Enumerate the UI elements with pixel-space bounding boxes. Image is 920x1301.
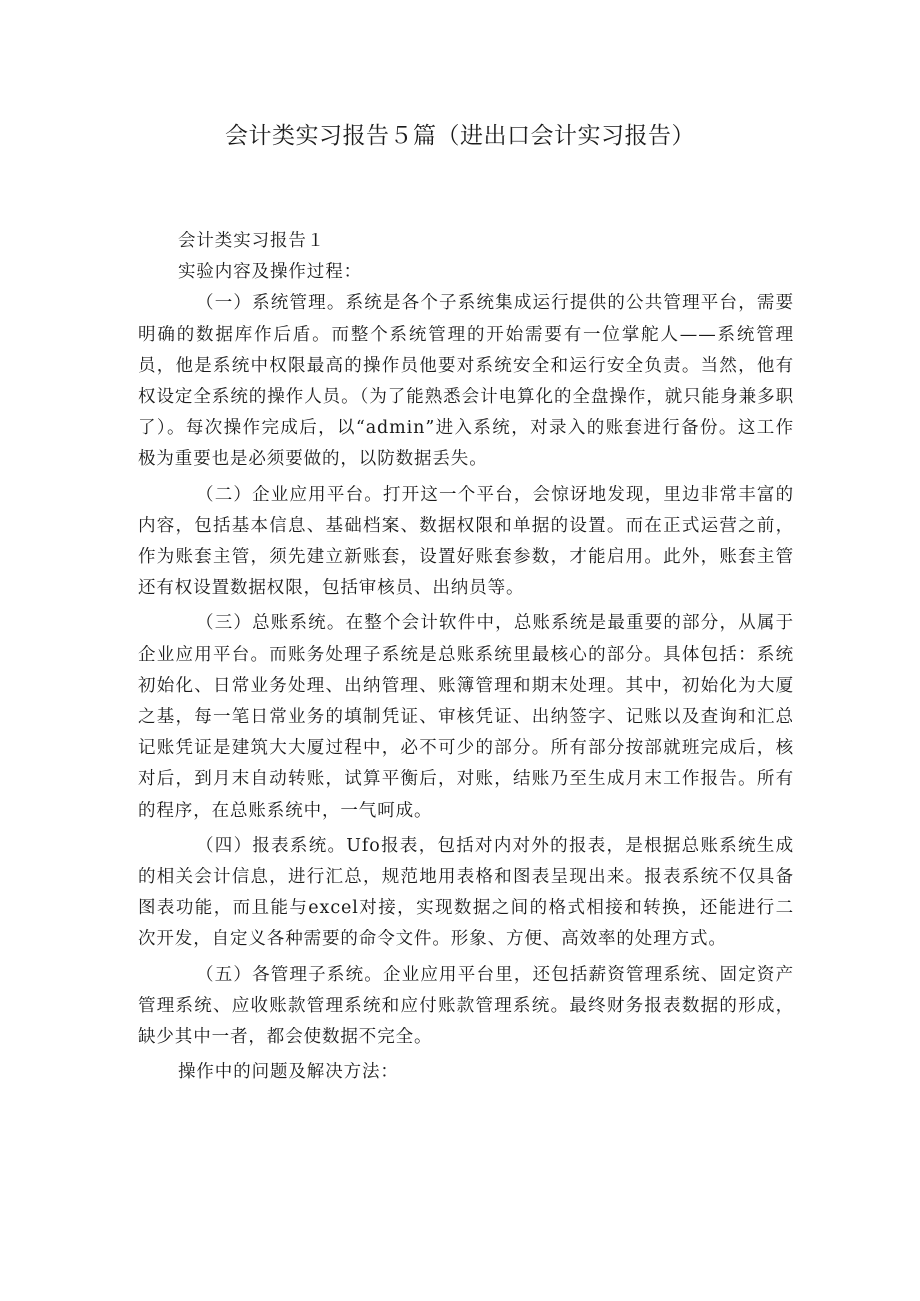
problems-heading: 操作中的问题及解决方法： <box>178 1062 399 1083</box>
paragraph-general-ledger: （三）总账系统。在整个会计软件中，总账系统是最重要的部分，从属于企业应用平台。而账务处理子系统是总账系统里最核心的部分。具体包括：系统初始化、日常业务处理、出纳管理、账簿管理和期末处理。其中，初始化为大厦之基，每一笔日常业务的填制凭证、审核凭证、出纳签字、记账以及查询和汇总记账凭证是建筑大大厦过程中，必不可少的部分。所有部分按部就班完成后，核对后，到月末自动转账，试算平衡后，对账，结账乃至生成月末工作报告。所有的程序，在总账系统中，一气呵成。 <box>138 613 794 821</box>
paragraph-management-subsystems: （五）各管理子系统。企业应用平台里，还包括薪资管理系统、固定资产管理系统、应收账款管理系统和应付账款管理系统。最终财务报表数据的形成，缺少其中一者，都会使数据不完全。 <box>138 964 794 1048</box>
paragraph-report-system: （四）报表系统。Ufo报表，包括对内对外的报表，是根据总账系统生成的相关会计信息，进行汇总，规范地用表格和图表呈现出来。报表系统不仅具备图表功能，而且能与excel对接，实现数据之间的格式相接和转换，还能进行二次开发，自定义各种需要的命令文件。形象、方便、高效率的处理方式。 <box>138 835 794 950</box>
document-body <box>138 226 794 1088</box>
paragraph-system-management: （一）系统管理。系统是各个子系统集成运行提供的公共管理平台，需要明确的数据库作后盾。而整个系统管理的开始需要有一位掌舵人——系统管理员，他是系统中权限最高的操作员他要对系统安全和运行安全负责。当然，他有权设定全系统的操作人员。（为了能熟悉会计电算化的全盘操作，就只能身兼多职了）。每次操作完成后，以“admin”进入系统，对录入的账套进行备份。这工作极为重要也是必须要做的，以防数据丢失。 <box>138 293 794 470</box>
paragraph-enterprise-platform: （二）企业应用平台。打开这一个平台，会惊讶地发现，里边非常丰富的内容，包括基本信息、基础档案、数据权限和单据的设置。而在正式运营之前，作为账套主管，须先建立新账套，设置好账套参数，才能启用。此外，账套主管还有权设置数据权限，包括审核员、出纳员等。 <box>138 484 794 599</box>
document-title: 会计类实习报告５篇（进出口会计实习报告） <box>225 123 695 149</box>
experiment-heading: 实验内容及操作过程： <box>178 262 362 283</box>
section-heading: 会计类实习报告１ <box>178 231 326 251</box>
